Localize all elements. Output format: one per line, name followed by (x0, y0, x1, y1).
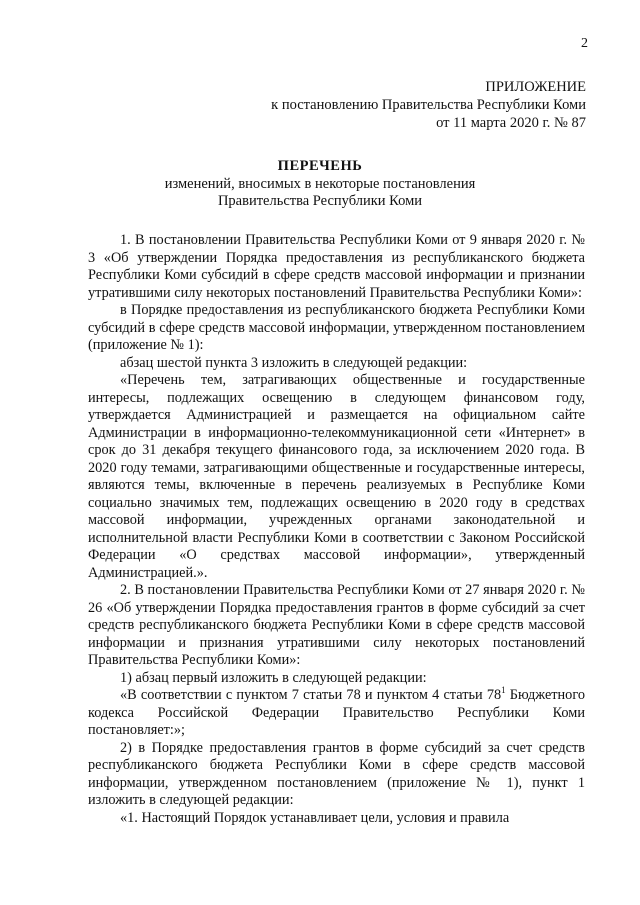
paragraph-9: «1. Настоящий Порядок устанавливает цели, условия и правила (120, 809, 510, 826)
paragraph-3: абзац шестой пункта 3 изложить в следующей редакции: (120, 354, 468, 371)
appendix-header (271, 78, 586, 132)
paragraph-2: в Порядке предоставления из республиканского бюджета Республики Коми субсидий в сфере средств массовой информации, утвержденном постановлением (приложение № 1): (88, 302, 585, 353)
appendix-date: от 11 марта 2020 г. № 87 (436, 115, 586, 131)
appendix-resolution: к постановлению Правительства Республики Коми (271, 97, 586, 113)
title-subtitle-line2: Правительства Республики Коми (217, 193, 423, 209)
paragraph-6: 1) абзац первый изложить в следующей редакции: (120, 669, 427, 686)
paragraph-quote (88, 687, 585, 740)
quote-superscript: 1 (501, 685, 506, 696)
title-subtitle-line1: изменений, вносимых в некоторые постановления (164, 176, 476, 192)
title-main: ПЕРЕЧЕНЬ (277, 158, 363, 174)
document-title (0, 158, 640, 210)
paragraph-8: 2) в Порядке предоставления грантов в форме субсидий за счет средств республиканского бюджета Республики Коми в сфере средств массовой информации, утвержденном постановлением (приложение № 1), пункт 1 изложить в следующей редакции: (88, 739, 585, 808)
paragraph-5: 2. В постановлении Правительства Республики Коми от 27 января 2020 г. № 26 «Об утверждении Порядка предоставления грантов в форме субсидий за счет средств республиканского бюджета Республики Коми в сфере средств массовой информации и признания утратившими силу некоторых постановлений Правительства Республики Коми»: (88, 582, 585, 668)
paragraph-1: 1. В постановлении Правительства Республики Коми от 9 января 2020 г. № 3 «Об утверждении Порядка предоставления из республиканского бюджета Республики Коми субсидий в сфере средств массовой информации и признании утратившими силу некоторых постановлений Правительства Республики Коми»: (88, 232, 585, 301)
quote-part1: «В соответствии с пунктом 7 статьи 78 и пунктом 4 статьи 78 (120, 687, 502, 703)
page-number: 2 (581, 36, 588, 51)
document-body (88, 232, 585, 827)
paragraph-4: «Перечень тем, затрагивающих общественные и государственные интересы, подлежащих освещению в следующем финансовом году, утверждается Администрацией и размещается на официальном сайте Администрации в информационно-телекоммуникационной сети «Интернет» в срок до 31 декабря текущего финансового года, за исключением 2020 года. В 2020 году темами, затрагивающими общественные и государственные интересы, являются темы, включенные в перечень реализуемых в Республике Коми социально значимых тем, подлежащих освещению в 2020 году в средствах массовой информации, учрежденных органами законодательной и исполнительной власти Республики Коми в соответствии с Законом Российской Федерации «О средствах массовой информации», утвержденный Администрацией.». (88, 372, 585, 581)
appendix-label: ПРИЛОЖЕНИЕ (485, 79, 586, 95)
quote-part2: Бюджетного кодекса Российской Федерации Правительство Республики Коми постановляет:»; (88, 687, 585, 738)
